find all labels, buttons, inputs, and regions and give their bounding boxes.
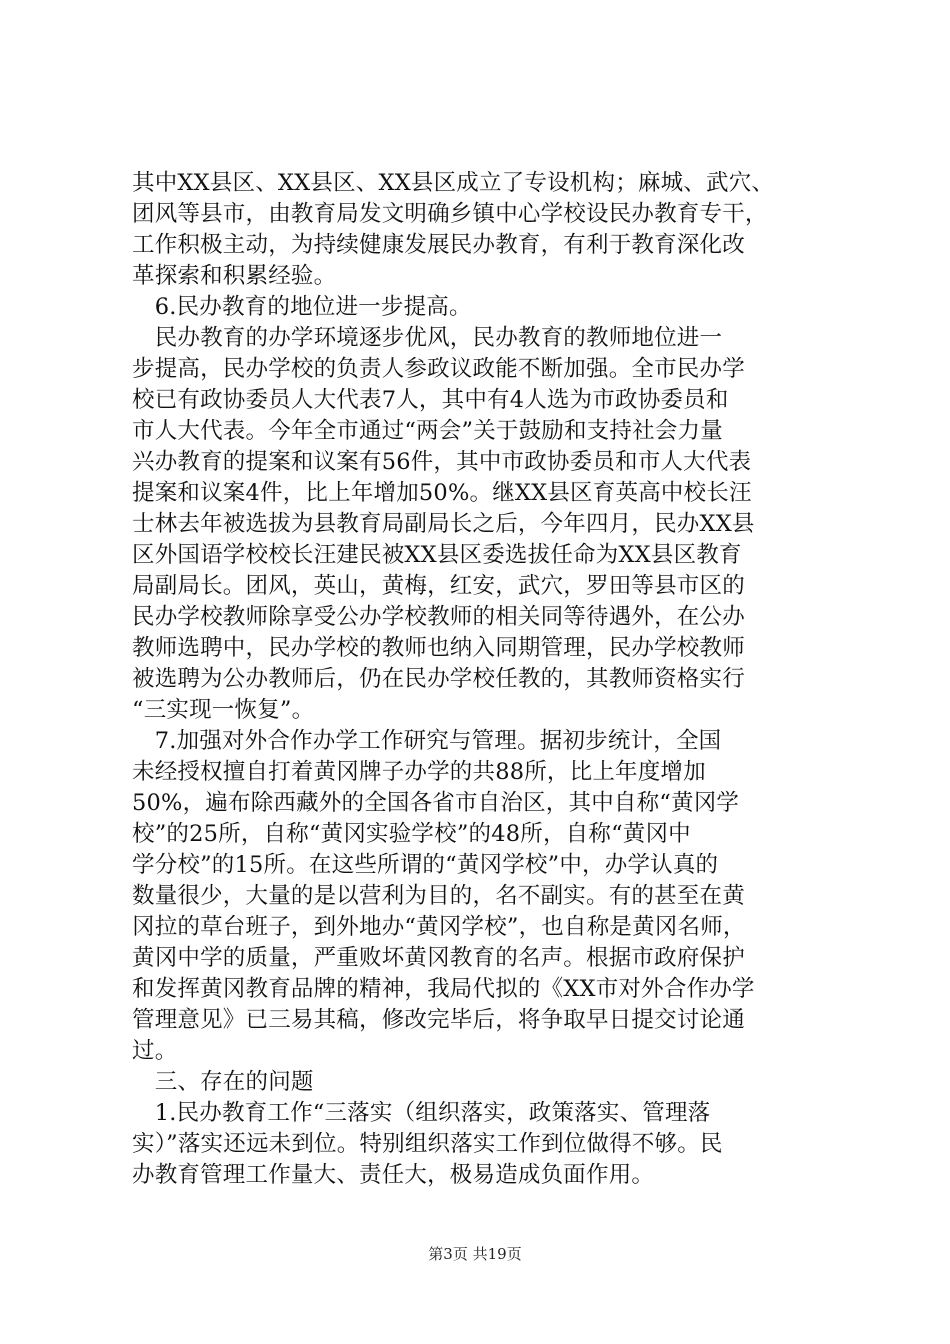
document-body (132, 168, 832, 1191)
text-line: 学分校”的15所。在这些所谓的“黄冈学校”中，办学认真的 (132, 852, 719, 878)
text-line: 市人大代表。今年全市通过“两会”关于鼓励和支持社会力量 (132, 418, 723, 444)
text-line: 实）”落实还远未到位。特别组织落实工作到位做得不够。民 (132, 1131, 723, 1157)
text-line: 革探索和积累经验。 (132, 263, 337, 289)
text-line: 局副局长。团风，英山，黄梅，红安，武穴，罗田等县市区的 (132, 573, 745, 599)
text-line: 步提高，民办学校的负责人参政议政能不断加强。全市民办学 (132, 356, 745, 382)
text-line: 兴办教育的提案和议案有56件，其中市政协委员和市人大代表 (132, 449, 752, 475)
text-line: 教师选聘中，民办学校的教师也纳入同期管理，民办学校教师 (132, 635, 745, 661)
text-line: 数量很少，大量的是以营利为目的，名不副实。有的甚至在黄 (132, 883, 745, 909)
text-line: 被选聘为公办教师后，仍在民办学校任教的，其教师资格实行 (132, 666, 745, 692)
text-line: 管理意见》已三易其稿，修改完毕后，将争取早日提交讨论通 (132, 1007, 745, 1033)
text-line: 工作积极主动，为持续健康发展民办教育，有利于教育深化改 (132, 232, 745, 258)
text-line: 民办教育的办学环境逐步优风，民办教育的教师地位进一 (132, 325, 723, 351)
text-line: 办教育管理工作量大、责任大，极易造成负面作用。 (132, 1162, 655, 1188)
text-line: 区外国语学校校长汪建民被XX县区委选拔任命为XX县区教育 (132, 542, 742, 568)
text-line: 和发挥黄冈教育品牌的精神，我局代拟的《XX市对外合作办学 (132, 976, 755, 1002)
section-heading: 三、存在的问题 (132, 1069, 314, 1095)
text-line: 团风等县市，由教育局发文明确乡镇中心学校设民办教育专干， (132, 201, 768, 227)
text-line: 1.民办教育工作“三落实（组织落实，政策落实、管理落 (132, 1100, 711, 1126)
page-number: 第3页 共19页 (428, 1245, 522, 1263)
text-line: 50%，遍布除西藏外的全国各省市自治区，其中自称“黄冈学 (132, 790, 740, 816)
text-line: 7.加强对外合作办学工作研究与管理。据初步统计，全国 (132, 728, 722, 754)
text-line: 民办学校教师除享受公办学校教师的相关同等待遇外，在公办 (132, 604, 745, 630)
text-line: “三实现一恢复”。 (132, 697, 315, 723)
text-line: 未经授权擅自打着黄冈牌子办学的共88所，比上年度增加 (132, 759, 706, 785)
text-line: 校已有政协委员人大代表7人，其中有4人选为市政协委员和 (132, 387, 729, 413)
text-line: 过。 (132, 1038, 178, 1064)
text-line: 提案和议案4件，比上年增加50%。继XX县区育英高中校长汪 (132, 480, 752, 506)
text-line: 黄冈中学的质量，严重败坏黄冈教育的名声。根据市政府保护 (132, 945, 745, 971)
section-heading: 6.民办教育的地位进一步提高。 (132, 294, 472, 320)
text-line: 校”的25所，自称“黄冈实验学校”的48所，自称“黄冈中 (132, 821, 691, 847)
text-line: 冈拉的草台班子，到外地办“黄冈学校”，也自称是黄冈名师， (132, 914, 746, 940)
text-line: 其中XX县区、XX县区、XX县区成立了专设机构；麻城、武穴、 (132, 170, 775, 196)
text-line: 士林去年被选拔为县教育局副局长之后，今年四月，民办XX县 (132, 511, 755, 537)
